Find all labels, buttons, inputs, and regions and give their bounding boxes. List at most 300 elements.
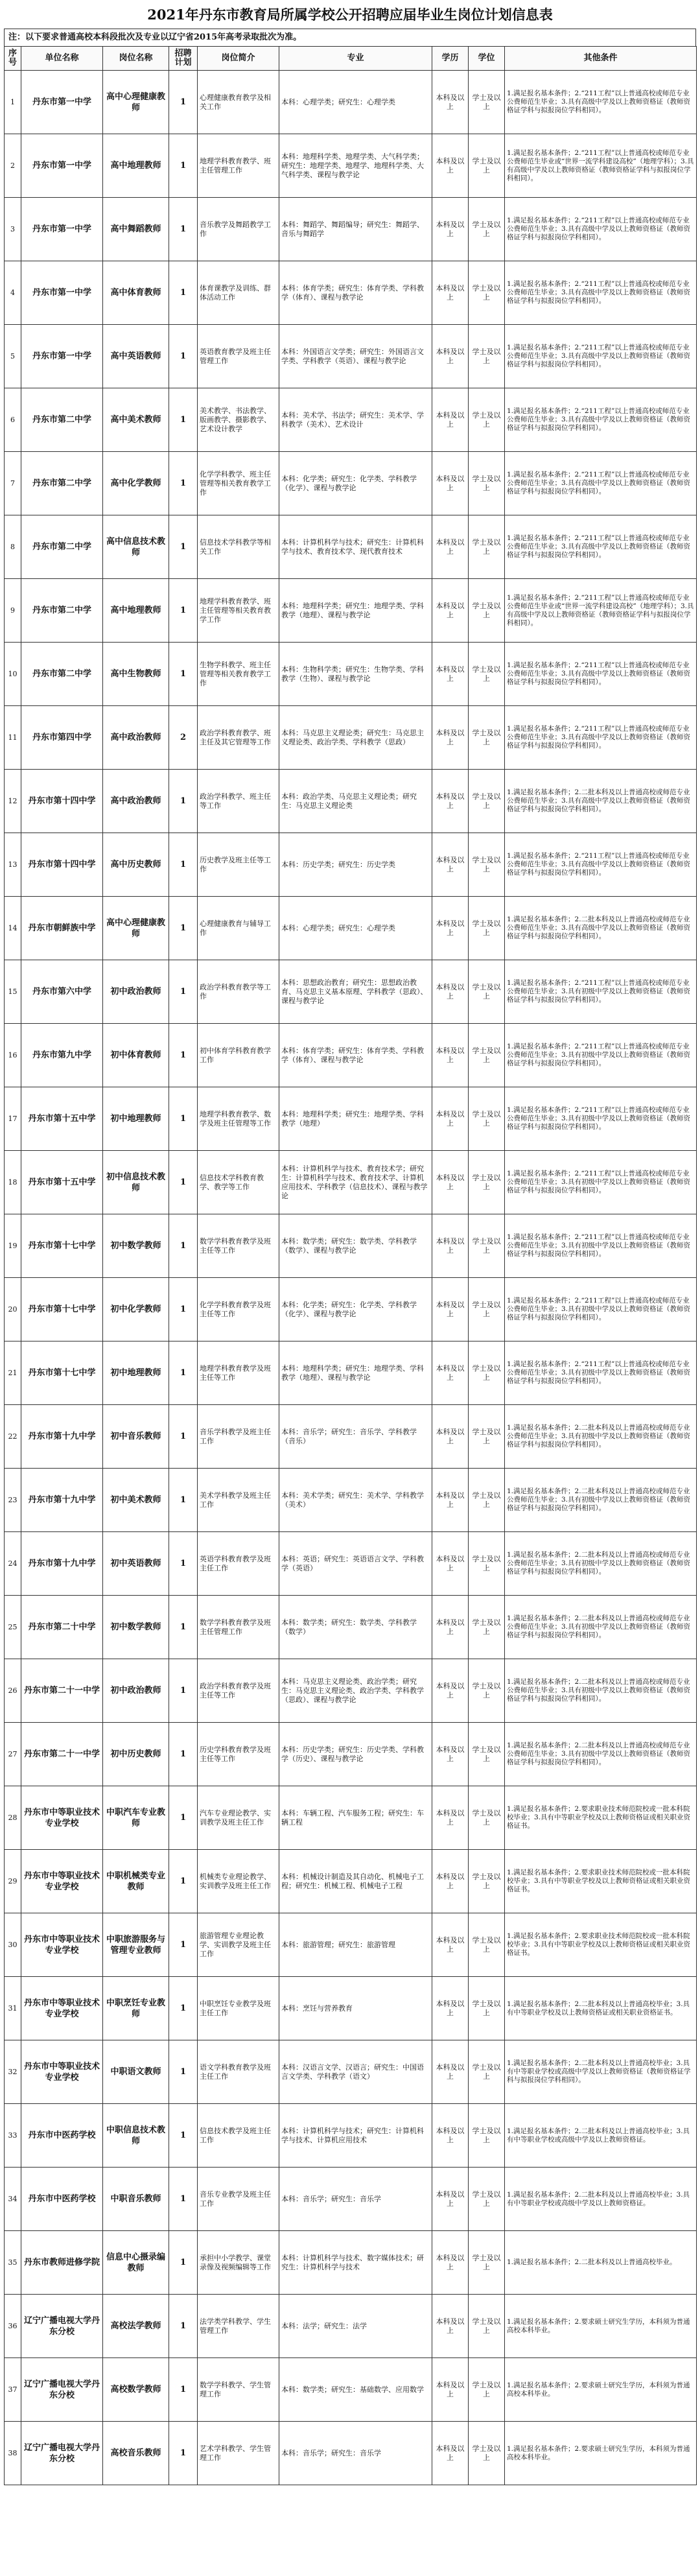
cell-major: 本科：机械设计制造及其自动化、机械电子工程；研究生：机械工程、机械电子工程 [279, 1850, 432, 1913]
cell-major: 本科：地理科学类、地理学类、大气科学类；研究生：地理学类、地理学、地理科学类、大气科学类、课程与教学论 [279, 134, 432, 198]
cell-no: 7 [5, 452, 21, 515]
table-row [5, 960, 697, 1024]
table-row [5, 1913, 697, 1977]
cell-no: 19 [5, 1214, 21, 1278]
cell-other: 1.满足报名基本条件；2.“211工程”以上普通高校或师范专业公费师范生毕业；3.具有初级中学及以上教师资格证（教师资格证学科与拟报岗位学科相同）。 [505, 1151, 697, 1214]
cell-post: 初中美术教师 [103, 1469, 169, 1532]
cell-unit: 丹东市中医药学校 [21, 2104, 103, 2168]
cell-post: 高中政治教师 [103, 770, 169, 833]
cell-post: 中职信息技术教师 [103, 2104, 169, 2168]
table-row [5, 452, 697, 515]
cell-edu: 本科及以上 [432, 1087, 469, 1151]
table-row [5, 770, 697, 833]
cell-plan: 1 [169, 198, 198, 261]
cell-degree: 学士及以上 [469, 1850, 505, 1913]
cell-unit: 丹东市第二十中学 [21, 1596, 103, 1659]
cell-plan: 1 [169, 261, 198, 325]
cell-edu: 本科及以上 [432, 1913, 469, 1977]
cell-unit: 丹东市第四中学 [21, 706, 103, 770]
cell-degree: 学士及以上 [469, 706, 505, 770]
cell-degree: 学士及以上 [469, 1087, 505, 1151]
cell-major: 本科：烹饪与营养教育 [279, 1977, 432, 2040]
cell-unit: 丹东市第十九中学 [21, 1405, 103, 1469]
table-row [5, 198, 697, 261]
cell-edu: 本科及以上 [432, 1977, 469, 2040]
cell-plan: 1 [169, 960, 198, 1024]
table-row [5, 1977, 697, 2040]
cell-no: 38 [5, 2422, 21, 2485]
cell-edu: 本科及以上 [432, 1723, 469, 1786]
cell-post: 初中信息技术教师 [103, 1151, 169, 1214]
cell-other: 1.满足报名基本条件；2.二批本科及以上普通高校或师范专业公费师范生毕业；3.具有初级中学及以上教师资格证（教师资格证学科与拟报岗位学科相同）。 [505, 1596, 697, 1659]
cell-post: 初中地理教师 [103, 1087, 169, 1151]
cell-major: 本科：美术学类；研究生：美术学、学科教学（美术） [279, 1469, 432, 1532]
cell-no: 21 [5, 1341, 21, 1405]
cell-desc: 化学学科教学、班主任管理等相关教育教学工作 [198, 452, 279, 515]
header-plan: 招聘计划 [169, 47, 198, 71]
cell-major: 本科：地理科学类；研究生：地理学类、学科教学（地理）、课程与教学论 [279, 579, 432, 643]
cell-desc: 音乐学科教学及班主任工作 [198, 1405, 279, 1469]
cell-unit: 丹东市第一中学 [21, 261, 103, 325]
cell-desc: 政治学科教育教学等工作 [198, 960, 279, 1024]
cell-other: 1.满足报名基本条件；2.“211工程”以上普通高校或师范专业公费师范生毕业；3.具有高级中学及以上教师资格证（教师资格证学科与拟报岗位学科相同）。 [505, 706, 697, 770]
cell-major: 本科：车辆工程、汽车服务工程；研究生：车辆工程 [279, 1786, 432, 1850]
cell-post: 初中政治教师 [103, 1659, 169, 1723]
table-row [5, 1214, 697, 1278]
cell-no: 30 [5, 1913, 21, 1977]
cell-other: 1.满足报名基本条件；2.要求硕士研究生学历，本科须为普通高校本科毕业。 [505, 2422, 697, 2485]
cell-post: 中职音乐教师 [103, 2168, 169, 2231]
cell-degree: 学士及以上 [469, 2422, 505, 2485]
header-degree: 学位 [469, 47, 505, 71]
cell-major: 本科：马克思主义理论类、政治学类；研究生：马克思主义理论类、政治学类、学科教学（思政）、课程与教学论 [279, 1659, 432, 1723]
cell-other: 1.满足报名基本条件；2.要求职业技术师范院校或一批本科院校毕业；3.具有中等职业学校及以上教师资格证或相关职业资格证书。 [505, 1786, 697, 1850]
cell-other: 1.满足报名基本条件；2.二批本科及以上普通高校或师范专业公费师范生毕业；3.具有初级中学及以上教师资格证（教师资格证学科与拟报岗位学科相同）。 [505, 1532, 697, 1596]
cell-unit: 辽宁广播电视大学丹东分校 [21, 2422, 103, 2485]
cell-major: 本科：马克思主义理论类；研究生：马克思主义理论类、政治学类、学科教学（思政） [279, 706, 432, 770]
cell-plan: 1 [169, 2358, 198, 2422]
cell-post: 初中政治教师 [103, 960, 169, 1024]
cell-plan: 1 [169, 897, 198, 960]
cell-unit: 辽宁广播电视大学丹东分校 [21, 2358, 103, 2422]
cell-other: 1.满足报名基本条件；2.要求硕士研究生学历，本科须为普通高校本科毕业。 [505, 2295, 697, 2358]
cell-degree: 学士及以上 [469, 960, 505, 1024]
cell-plan: 1 [169, 643, 198, 706]
cell-degree: 学士及以上 [469, 1659, 505, 1723]
cell-degree: 学士及以上 [469, 1977, 505, 2040]
cell-post: 高校法学教师 [103, 2295, 169, 2358]
cell-degree: 学士及以上 [469, 452, 505, 515]
cell-major: 本科：体育学类；研究生：体育学类、学科教学（体育）、课程与教学论 [279, 1024, 432, 1087]
table-row [5, 2422, 697, 2485]
cell-no: 16 [5, 1024, 21, 1087]
cell-edu: 本科及以上 [432, 1405, 469, 1469]
cell-no: 13 [5, 833, 21, 897]
cell-other: 1.满足报名基本条件；2.“211工程”以上普通高校或师范专业公费师范生毕业；3.具有高级中学及以上教师资格证（教师资格证学科与拟报岗位学科相同）。 [505, 643, 697, 706]
cell-unit: 丹东市第一中学 [21, 198, 103, 261]
cell-no: 29 [5, 1850, 21, 1913]
cell-other: 1.满足报名基本条件；2.“211工程”以上普通高校或师范专业公费师范生毕业；3.具有高级中学及以上教师资格证（教师资格证学科与拟报岗位学科相同）。 [505, 261, 697, 325]
table-row [5, 1596, 697, 1659]
table-row [5, 1278, 697, 1341]
cell-degree: 学士及以上 [469, 1278, 505, 1341]
cell-degree: 学士及以上 [469, 833, 505, 897]
table-row [5, 897, 697, 960]
table-row [5, 1469, 697, 1532]
cell-degree: 学士及以上 [469, 71, 505, 134]
cell-other: 1.满足报名基本条件；2.“211工程”以上普通高校或师范专业公费师范生毕业；3.具有初级中学及以上教师资格证（教师资格证学科与拟报岗位学科相同）。 [505, 1278, 697, 1341]
table-row [5, 2295, 697, 2358]
cell-desc: 心理健康教育教学及相关工作 [198, 71, 279, 134]
cell-edu: 本科及以上 [432, 1786, 469, 1850]
table-row [5, 1532, 697, 1596]
cell-unit: 丹东市第二中学 [21, 579, 103, 643]
cell-post: 高中历史教师 [103, 833, 169, 897]
table-row [5, 261, 697, 325]
cell-plan: 1 [169, 2422, 198, 2485]
cell-unit: 丹东市第十七中学 [21, 1278, 103, 1341]
cell-post: 初中地理教师 [103, 1341, 169, 1405]
cell-major: 本科：心理学类；研究生：心理学类 [279, 897, 432, 960]
cell-post: 高中心理健康教师 [103, 897, 169, 960]
header-major: 专业 [279, 47, 432, 71]
cell-degree: 学士及以上 [469, 1596, 505, 1659]
cell-major: 本科：化学类；研究生：化学类、学科教学（化学）、课程与教学论 [279, 452, 432, 515]
table-row [5, 1850, 697, 1913]
cell-edu: 本科及以上 [432, 452, 469, 515]
cell-desc: 旅游管理专业理论教学、实训教学及班主任工作 [198, 1913, 279, 1977]
cell-other: 1.满足报名基本条件；2.二批本科及以上普通高校毕业；3.具有中等职业学校或高级中学及以上教师资格证（教师资格证学科与拟报岗位学科相同）。 [505, 2040, 697, 2104]
cell-post: 中职烹饪专业教师 [103, 1977, 169, 2040]
cell-other: 1.满足报名基本条件；2.二批本科及以上普通高校毕业。 [505, 2231, 697, 2295]
cell-other: 1.满足报名基本条件；2.二批本科及以上普通高校或师范专业公费师范生毕业；3.具有初级中学及以上教师资格证（教师资格证学科与拟报岗位学科相同）。 [505, 1405, 697, 1469]
cell-desc: 数学学科教学、学生管理工作 [198, 2358, 279, 2422]
cell-unit: 辽宁广播电视大学丹东分校 [21, 2295, 103, 2358]
cell-post: 高中体育教师 [103, 261, 169, 325]
cell-desc: 信息技术教学及班主任工作 [198, 2104, 279, 2168]
cell-no: 27 [5, 1723, 21, 1786]
cell-major: 本科：心理学类；研究生：心理学类 [279, 71, 432, 134]
cell-edu: 本科及以上 [432, 388, 469, 452]
cell-other: 1.满足报名基本条件；2.“211工程”以上普通高校或师范专业公费师范生毕业；3.具有初级中学及以上教师资格证（教师资格证学科与拟报岗位学科相同）。 [505, 1341, 697, 1405]
cell-no: 5 [5, 325, 21, 388]
cell-major: 本科：法学；研究生：法学 [279, 2295, 432, 2358]
cell-other: 1.满足报名基本条件；2.二批本科及以上普通高校或师范专业公费师范生毕业；3.具有初级中学及以上教师资格证（教师资格证学科与拟报岗位学科相同）。 [505, 1469, 697, 1532]
cell-degree: 学士及以上 [469, 2168, 505, 2231]
cell-unit: 丹东市第二中学 [21, 515, 103, 579]
cell-edu: 本科及以上 [432, 1278, 469, 1341]
cell-no: 4 [5, 261, 21, 325]
cell-post: 中职语文教师 [103, 2040, 169, 2104]
cell-desc: 数学学科教育教学及班主任管理工作 [198, 1596, 279, 1659]
cell-post: 初中音乐教师 [103, 1405, 169, 1469]
table-row [5, 643, 697, 706]
cell-post: 高中生物教师 [103, 643, 169, 706]
cell-desc: 信息技术学科教育教学、教学等工作 [198, 1151, 279, 1214]
cell-unit: 丹东市中等职业技术专业学校 [21, 1786, 103, 1850]
cell-post: 高中舞蹈教师 [103, 198, 169, 261]
cell-other: 1.满足报名基本条件；2.“211工程”以上普通高校或师范专业公费师范生毕业；3.具有初级中学及以上教师资格证（教师资格证学科与拟报岗位学科相同）。 [505, 1024, 697, 1087]
cell-plan: 1 [169, 71, 198, 134]
cell-other: 1.满足报名基本条件；2.二批本科及以上普通高校毕业；3.具有中等职业学校或高级中学及以上教师资格证。 [505, 2168, 697, 2231]
cell-other: 1.满足报名基本条件；2.要求职业技术师范院校或一批本科院校毕业；3.具有中等职业学校及以上教师资格证或相关职业资格证书。 [505, 1850, 697, 1913]
cell-desc: 音乐专业教学及班主任工作 [198, 2168, 279, 2231]
cell-unit: 丹东市第九中学 [21, 1024, 103, 1087]
cell-unit: 丹东市第二中学 [21, 643, 103, 706]
cell-plan: 1 [169, 1659, 198, 1723]
table-row [5, 2231, 697, 2295]
cell-edu: 本科及以上 [432, 1596, 469, 1659]
table-body [5, 71, 697, 2485]
cell-no: 31 [5, 1977, 21, 2040]
table-row [5, 706, 697, 770]
cell-degree: 学士及以上 [469, 579, 505, 643]
cell-degree: 学士及以上 [469, 2040, 505, 2104]
table-row [5, 325, 697, 388]
cell-plan: 1 [169, 452, 198, 515]
header-other: 其他条件 [505, 47, 697, 71]
cell-desc: 美术教学、书法教学、版画教学、摄影教学、艺术设计教学 [198, 388, 279, 452]
header-no: 序号 [5, 47, 21, 71]
cell-post: 高校数学教师 [103, 2358, 169, 2422]
cell-plan: 1 [169, 1087, 198, 1151]
cell-unit: 丹东市中等职业技术专业学校 [21, 2040, 103, 2104]
cell-post: 高中地理教师 [103, 134, 169, 198]
cell-plan: 1 [169, 2040, 198, 2104]
cell-degree: 学士及以上 [469, 643, 505, 706]
cell-plan: 1 [169, 1278, 198, 1341]
table-row [5, 1786, 697, 1850]
cell-edu: 本科及以上 [432, 1214, 469, 1278]
page-title: 2021年丹东市教育局所属学校公开招聘应届毕业生岗位计划信息表 [147, 6, 553, 23]
cell-desc: 音乐教学及舞蹈教学工作 [198, 198, 279, 261]
cell-edu: 本科及以上 [432, 2295, 469, 2358]
table-row [5, 2040, 697, 2104]
cell-no: 32 [5, 2040, 21, 2104]
cell-edu: 本科及以上 [432, 71, 469, 134]
cell-desc: 承担中小学教学、课堂录像及视频编辑等工作 [198, 2231, 279, 2295]
cell-post: 初中化学教师 [103, 1278, 169, 1341]
cell-plan: 1 [169, 1977, 198, 2040]
table-note: 注：以下要求普通高校本科段批次及专业以辽宁省2015年高考录取批次为准。 [4, 29, 696, 47]
cell-plan: 1 [169, 579, 198, 643]
cell-other: 1.满足报名基本条件；2.二批本科及以上普通高校毕业；3.具有中等职业学校或高级中学及以上教师资格证。 [505, 2104, 697, 2168]
table-row [5, 71, 697, 134]
cell-unit: 丹东市第十五中学 [21, 1151, 103, 1214]
cell-major: 本科：历史学类；研究生：历史学类 [279, 833, 432, 897]
cell-post: 初中数学教师 [103, 1596, 169, 1659]
cell-other: 1.满足报名基本条件；2.二批本科及以上普通高校或师范专业公费师范生毕业；3.具有初级中学及以上教师资格证（教师资格证学科与拟报岗位学科相同）。 [505, 1659, 697, 1723]
cell-no: 15 [5, 960, 21, 1024]
cell-major: 本科：外国语言文学类；研究生：外国语言文学类、学科教学（英语）、课程与教学论 [279, 325, 432, 388]
cell-major: 本科：计算机科学与技术；研究生：计算机科学与技术、教育技术学、现代教育技术 [279, 515, 432, 579]
cell-edu: 本科及以上 [432, 325, 469, 388]
cell-no: 1 [5, 71, 21, 134]
cell-desc: 政治学科教育教学及班主任等工作 [198, 1659, 279, 1723]
table-row [5, 1405, 697, 1469]
cell-no: 2 [5, 134, 21, 198]
cell-other: 1.满足报名基本条件；2.要求职业技术师范院校或一批本科院校毕业；3.具有中等职业学校及以上教师资格证或相关职业资格证书。 [505, 1913, 697, 1977]
table-row [5, 2358, 697, 2422]
cell-edu: 本科及以上 [432, 706, 469, 770]
cell-edu: 本科及以上 [432, 2422, 469, 2485]
cell-other: 1.满足报名基本条件；2.“211工程”以上普通高校或师范专业公费师范生毕业；3.具有初级中学及以上教师资格证（教师资格证学科与拟报岗位学科相同）。 [505, 1214, 697, 1278]
cell-unit: 丹东市第二中学 [21, 452, 103, 515]
cell-degree: 学士及以上 [469, 515, 505, 579]
cell-no: 25 [5, 1596, 21, 1659]
cell-no: 11 [5, 706, 21, 770]
cell-edu: 本科及以上 [432, 261, 469, 325]
cell-major: 本科：地理科学类；研究生：地理学类、学科教学（地理）、课程与教学论 [279, 1341, 432, 1405]
cell-post: 高中心理健康教师 [103, 71, 169, 134]
cell-unit: 丹东市第十五中学 [21, 1087, 103, 1151]
cell-unit: 丹东市中等职业技术专业学校 [21, 1913, 103, 1977]
header-edu: 学历 [432, 47, 469, 71]
cell-unit: 丹东市第十九中学 [21, 1532, 103, 1596]
cell-degree: 学士及以上 [469, 1405, 505, 1469]
cell-no: 24 [5, 1532, 21, 1596]
cell-edu: 本科及以上 [432, 2040, 469, 2104]
cell-major: 本科：计算机科学与技术、教育技术学；研究生：计算机科学与技术、教育技术学、计算机应用技术、学科教学（信息技术）、课程与教学论 [279, 1151, 432, 1214]
cell-desc: 地理学科教育教学、班主任管理工作 [198, 134, 279, 198]
cell-unit: 丹东市第一中学 [21, 71, 103, 134]
cell-desc: 机械类专业理论教学、实训教学及班主任工作 [198, 1850, 279, 1913]
cell-edu: 本科及以上 [432, 2358, 469, 2422]
cell-degree: 学士及以上 [469, 1341, 505, 1405]
cell-plan: 1 [169, 1850, 198, 1913]
cell-desc: 英语教育教学及班主任管理工作 [198, 325, 279, 388]
cell-no: 35 [5, 2231, 21, 2295]
cell-desc: 心理健康教育与辅导工作 [198, 897, 279, 960]
cell-edu: 本科及以上 [432, 1659, 469, 1723]
cell-post: 高中美术教师 [103, 388, 169, 452]
cell-desc: 政治学科教学、班主任等工作 [198, 770, 279, 833]
cell-no: 6 [5, 388, 21, 452]
cell-post: 高中信息技术教师 [103, 515, 169, 579]
cell-edu: 本科及以上 [432, 515, 469, 579]
cell-other: 1.满足报名基本条件；2.“211工程”以上普通高校或师范专业公费师范生毕业；3.具有高级中学及以上教师资格证（教师资格证学科与拟报岗位学科相同）。 [505, 198, 697, 261]
cell-major: 本科：历史学类；研究生：历史学类、学科教学（历史）、课程与教学论 [279, 1723, 432, 1786]
cell-plan: 2 [169, 706, 198, 770]
cell-degree: 学士及以上 [469, 1151, 505, 1214]
cell-plan: 1 [169, 1596, 198, 1659]
cell-no: 3 [5, 198, 21, 261]
table-row [5, 515, 697, 579]
table-header-row [5, 47, 697, 71]
cell-edu: 本科及以上 [432, 198, 469, 261]
header-post: 岗位名称 [103, 47, 169, 71]
table-row [5, 2168, 697, 2231]
cell-major: 本科：旅游管理；研究生：旅游管理 [279, 1913, 432, 1977]
cell-unit: 丹东市第十九中学 [21, 1469, 103, 1532]
cell-unit: 丹东市第十七中学 [21, 1341, 103, 1405]
cell-major: 本科：数学类；研究生：数学类、学科教学（数学） [279, 1596, 432, 1659]
cell-plan: 1 [169, 1341, 198, 1405]
cell-desc: 初中体育学科教育教学工作 [198, 1024, 279, 1087]
cell-edu: 本科及以上 [432, 2231, 469, 2295]
cell-other: 1.满足报名基本条件；2.“211工程”以上普通高校或师范专业公费师范生毕业；3.具有初级中学及以上教师资格证（教师资格证学科与拟报岗位学科相同）。 [505, 960, 697, 1024]
cell-other: 1.满足报名基本条件；2.二批本科及以上普通高校或师范专业公费师范生毕业；3.具有高级中学及以上教师资格证（教师资格证学科与拟报岗位学科相同）。 [505, 770, 697, 833]
cell-desc: 数学学科教育教学及班主任等工作 [198, 1214, 279, 1278]
cell-post: 高中政治教师 [103, 706, 169, 770]
cell-edu: 本科及以上 [432, 833, 469, 897]
cell-major: 本科：英语；研究生：英语语言文学、学科教学（英语） [279, 1532, 432, 1596]
cell-desc: 英语学科教育教学及班主任工作 [198, 1532, 279, 1596]
cell-other: 1.满足报名基本条件；2.“211工程”以上普通高校或师范专业公费师范生毕业；3.具有高级中学及以上教师资格证（教师资格证学科与拟报岗位学科相同）。 [505, 388, 697, 452]
cell-edu: 本科及以上 [432, 1532, 469, 1596]
cell-edu: 本科及以上 [432, 1024, 469, 1087]
cell-edu: 本科及以上 [432, 897, 469, 960]
table-row [5, 1087, 697, 1151]
cell-other: 1.满足报名基本条件；2.“211工程”以上普通高校或师范专业公费师范生毕业；3.具有高级中学及以上教师资格证（教师资格证学科与拟报岗位学科相同）。 [505, 71, 697, 134]
cell-no: 12 [5, 770, 21, 833]
cell-plan: 1 [169, 1469, 198, 1532]
cell-no: 9 [5, 579, 21, 643]
cell-degree: 学士及以上 [469, 325, 505, 388]
cell-plan: 1 [169, 2104, 198, 2168]
cell-edu: 本科及以上 [432, 1469, 469, 1532]
cell-desc: 中职烹饪专业教学及班主任工作 [198, 1977, 279, 2040]
cell-no: 23 [5, 1469, 21, 1532]
table-row [5, 1659, 697, 1723]
cell-major: 本科：政治学类、马克思主义理论类；研究生：马克思主义理论类 [279, 770, 432, 833]
cell-plan: 1 [169, 770, 198, 833]
cell-unit: 丹东市第十四中学 [21, 770, 103, 833]
cell-other: 1.满足报名基本条件；2.“211工程”以上普通高校或师范专业公费师范生毕业；3.具有高级中学及以上教师资格证（教师资格证学科与拟报岗位学科相同）。 [505, 515, 697, 579]
cell-edu: 本科及以上 [432, 1850, 469, 1913]
cell-major: 本科：舞蹈学、舞蹈编导；研究生：舞蹈学、音乐与舞蹈学 [279, 198, 432, 261]
cell-post: 高中英语教师 [103, 325, 169, 388]
cell-desc: 信息技术学科教学等相关工作 [198, 515, 279, 579]
cell-unit: 丹东市第二中学 [21, 388, 103, 452]
cell-major: 本科：数学类；研究生：基础数学、应用数学 [279, 2358, 432, 2422]
cell-no: 10 [5, 643, 21, 706]
cell-unit: 丹东市教师进修学院 [21, 2231, 103, 2295]
cell-unit: 丹东市第一中学 [21, 134, 103, 198]
table-row [5, 1341, 697, 1405]
cell-post: 高中化学教师 [103, 452, 169, 515]
cell-degree: 学士及以上 [469, 2295, 505, 2358]
table-row [5, 134, 697, 198]
cell-edu: 本科及以上 [432, 1341, 469, 1405]
cell-unit: 丹东市第十四中学 [21, 833, 103, 897]
cell-major: 本科：体育学类；研究生：体育学类、学科教学（体育）、课程与教学论 [279, 261, 432, 325]
cell-plan: 1 [169, 388, 198, 452]
cell-desc: 地理学科教育教学、数学及班主任管理等工作 [198, 1087, 279, 1151]
cell-degree: 学士及以上 [469, 770, 505, 833]
cell-other: 1.满足报名基本条件；2.二批本科及以上普通高校毕业；3.具有中等职业学校及以上教师资格证或相关职业资格证书。 [505, 1977, 697, 2040]
cell-other: 1.满足报名基本条件；2.要求硕士研究生学历，本科须为普通高校本科毕业。 [505, 2358, 697, 2422]
table-row [5, 1723, 697, 1786]
cell-major: 本科：化学类；研究生：化学类、学科教学（化学）、课程与教学论 [279, 1278, 432, 1341]
cell-plan: 1 [169, 1532, 198, 1596]
cell-degree: 学士及以上 [469, 2104, 505, 2168]
cell-desc: 地理学科教育教学、班主任管理等相关教育教学工作 [198, 579, 279, 643]
cell-plan: 1 [169, 1151, 198, 1214]
cell-degree: 学士及以上 [469, 1723, 505, 1786]
cell-plan: 1 [169, 325, 198, 388]
cell-edu: 本科及以上 [432, 770, 469, 833]
cell-post: 初中英语教师 [103, 1532, 169, 1596]
cell-post: 中职旅游服务与管理专业教师 [103, 1913, 169, 1977]
cell-degree: 学士及以上 [469, 2231, 505, 2295]
cell-other: 1.满足报名基本条件；2.“211工程”以上普通高校或师范专业公费师范生毕业；3.具有高级中学及以上教师资格证（教师资格证学科与拟报岗位学科相同）。 [505, 325, 697, 388]
cell-plan: 1 [169, 1913, 198, 1977]
table-row [5, 579, 697, 643]
cell-post: 信息中心摄录编教师 [103, 2231, 169, 2295]
table-row [5, 388, 697, 452]
cell-major: 本科：音乐学；研究生：音乐学、学科教学（音乐） [279, 1405, 432, 1469]
